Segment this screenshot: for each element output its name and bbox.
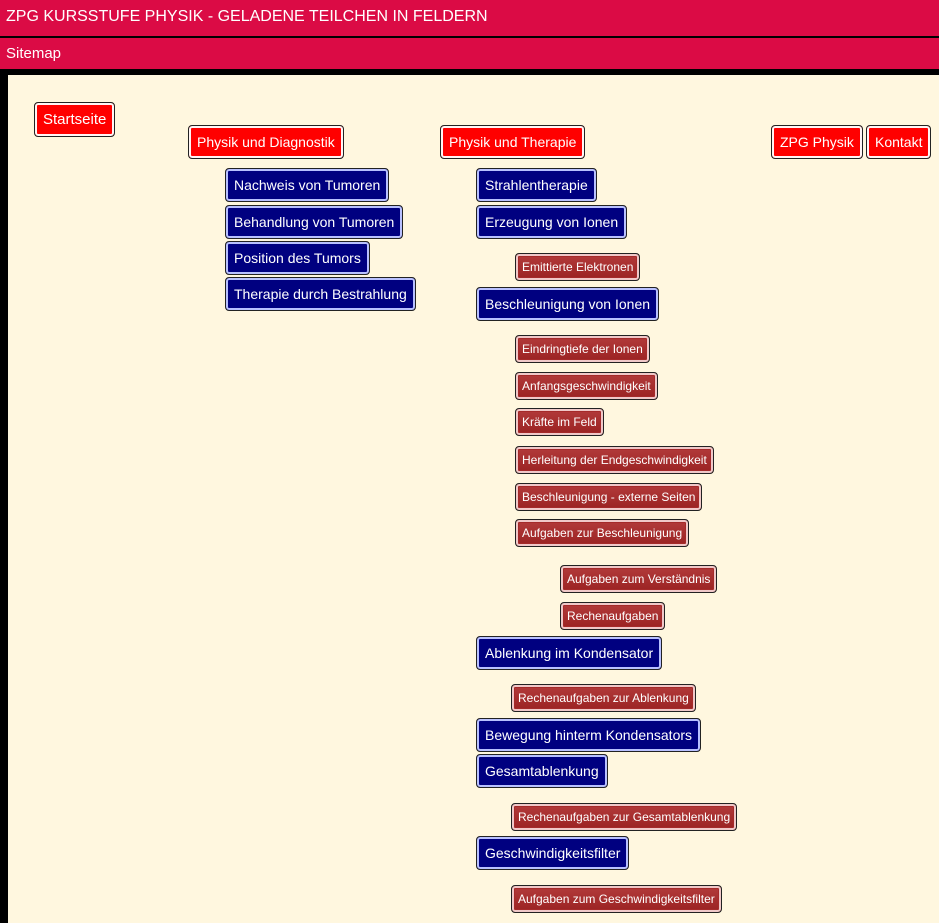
sitemap-link-physik-und-diagnostik[interactable]: Physik und Diagnostik (188, 125, 344, 159)
sitemap-link-kraefte-im-feld[interactable]: Kräfte im Feld (515, 408, 604, 436)
sitemap-link-therapie-durch-bestrahlung[interactable]: Therapie durch Bestrahlung (225, 277, 416, 311)
sitemap-link-position-des-tumors[interactable]: Position des Tumors (225, 241, 370, 275)
sitemap-link-kontakt[interactable]: Kontakt (866, 125, 931, 159)
page-header (0, 0, 939, 36)
sitemap-link-startseite[interactable]: Startseite (34, 102, 115, 137)
sitemap-link-physik-und-therapie[interactable]: Physik und Therapie (440, 125, 585, 159)
sitemap-link-beschleunigung-externe-seiten[interactable]: Beschleunigung - externe Seiten (515, 483, 702, 511)
sitemap-link-erzeugung-von-ionen[interactable]: Erzeugung von Ionen (476, 205, 627, 239)
sitemap-link-gesamtablenkung[interactable]: Gesamtablenkung (476, 754, 608, 788)
page-title: ZPG KURSSTUFE PHYSIK - GELADENE TEILCHEN IN FELDERN (6, 8, 488, 25)
sitemap-link-eindringtiefe-der-ionen[interactable]: Eindringtiefe der Ionen (515, 335, 650, 363)
sitemap-header (0, 38, 939, 69)
sitemap-title: Sitemap (6, 45, 62, 62)
sitemap-link-zpg-physik[interactable]: ZPG Physik (771, 125, 863, 159)
sitemap-link-aufgaben-zum-verstaendnis[interactable]: Aufgaben zum Verständnis (560, 565, 717, 593)
sitemap-link-aufgaben-zur-beschleunigung[interactable]: Aufgaben zur Beschleunigung (515, 519, 689, 547)
sitemap-link-rechenaufgaben-zur-gesamtablenkung[interactable]: Rechenaufgaben zur Gesamtablenkung (511, 803, 737, 831)
sitemap-link-bewegung-hinterm-kondensators[interactable]: Bewegung hinterm Kondensators (476, 718, 701, 752)
sitemap-link-behandlung-von-tumoren[interactable]: Behandlung von Tumoren (225, 205, 403, 239)
sitemap-link-rechenaufgaben-zur-ablenkung[interactable]: Rechenaufgaben zur Ablenkung (511, 684, 696, 712)
sitemap-link-anfangsgeschwindigkeit[interactable]: Anfangsgeschwindigkeit (515, 372, 658, 400)
sitemap-link-strahlentherapie[interactable]: Strahlentherapie (476, 168, 597, 202)
sitemap-link-nachweis-von-tumoren[interactable]: Nachweis von Tumoren (225, 168, 389, 202)
sitemap-link-herleitung-der-endgeschwindigkeit[interactable]: Herleitung der Endgeschwindigkeit (515, 446, 714, 474)
sitemap-link-ablenkung-im-kondensator[interactable]: Ablenkung im Kondensator (476, 636, 662, 670)
sitemap-link-beschleunigung-von-ionen[interactable]: Beschleunigung von Ionen (476, 287, 659, 321)
sitemap-link-rechenaufgaben[interactable]: Rechenaufgaben (560, 602, 665, 630)
sitemap-link-emittierte-elektronen[interactable]: Emittierte Elektronen (515, 253, 640, 281)
sitemap-content (8, 75, 939, 923)
sitemap-link-geschwindigkeitsfilter[interactable]: Geschwindigkeitsfilter (476, 836, 629, 870)
sitemap-link-aufgaben-zum-geschwindigkeitsfilter[interactable]: Aufgaben zum Geschwindigkeitsfilter (511, 885, 722, 913)
